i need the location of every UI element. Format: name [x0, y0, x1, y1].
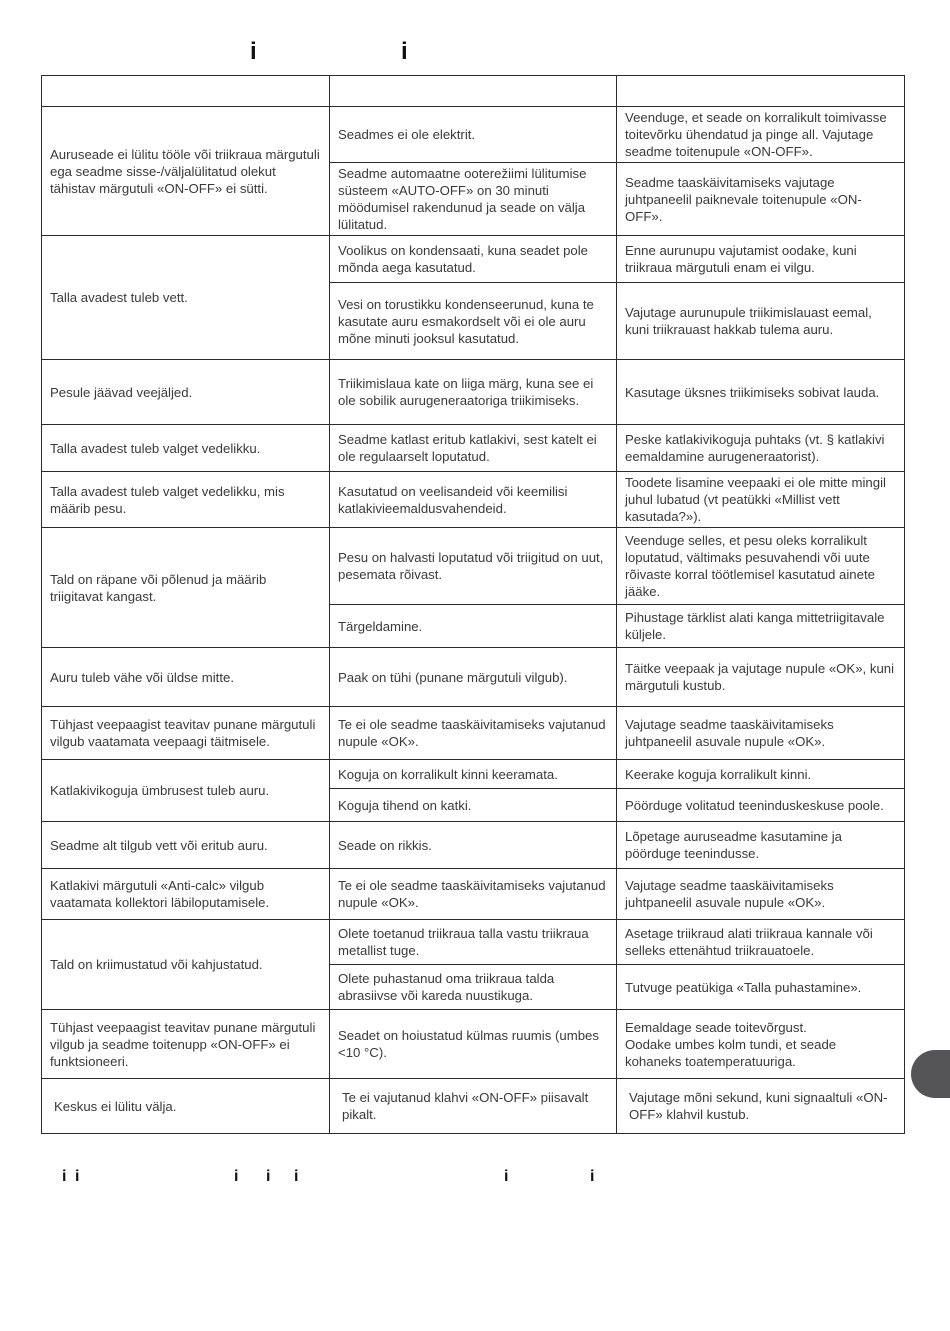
problem-cell: Tald on räpane või põlenud ja määrib triigitavat kangast.: [42, 528, 330, 648]
remedy-cell: Pöörduge volitatud teeninduskeskuse poole.: [617, 789, 905, 822]
footer-glyph: i: [294, 1168, 299, 1185]
remedy-cell: Vajutage seadme taaskäivitamiseks juhtpaneelil asuvale nupule «OK».: [617, 869, 905, 920]
cause-cell: Seadme automaatne ooterežiimi lülitumise süsteem «AUTO-OFF» on 30 minuti möödumisel rakendunud ja seade on välja lülitatud.: [330, 163, 617, 236]
table-row: [42, 528, 905, 605]
table-row: [42, 236, 905, 283]
remedy-cell: Pihustage tärklist alati kanga mittetriigitavale küljele.: [617, 605, 905, 648]
problem-cell: Talla avadest tuleb valget vedelikku, mis määrib pesu.: [42, 472, 330, 528]
remedy-cell: Seadme taaskäivitamiseks vajutage juhtpaneelil paiknevale toitenupule «ON-OFF».: [617, 163, 905, 236]
footer-line: [40, 1168, 900, 1190]
table-row: [42, 360, 905, 425]
problem-cell: Tühjast veepaagist teavitav punane märgutuli vilgub ja seadme toitenupp «ON-OFF» ei funktsioneeri.: [42, 1010, 330, 1079]
table-row: [42, 869, 905, 920]
remedy-cell: Peske katlakivikoguja puhtaks (vt. § katlakivi eemaldamine aurugeneraatorist).: [617, 425, 905, 472]
cause-cell: Tärgeldamine.: [330, 605, 617, 648]
problem-cell: Keskus ei lülitu välja.: [42, 1079, 330, 1134]
table-row: [42, 760, 905, 789]
footer-glyph: i: [590, 1168, 595, 1185]
remedy-cell: Kasutage üksnes triikimiseks sobivat lauda.: [617, 360, 905, 425]
problem-cell: Talla avadest tuleb vett.: [42, 236, 330, 360]
table-row: [42, 707, 905, 760]
remedy-cell: Veenduge, et seade on korralikult toimivasse toitevõrku ühendatud ja pinge all. Vajutage seadme toitenupule «ON-OFF».: [617, 107, 905, 163]
cause-cell: Vesi on torustikku kondenseerunud, kuna te kasutate auru esmakordselt või ei ole auru mõne minuti jooksul kasutatud.: [330, 283, 617, 360]
cause-cell: Paak on tühi (punane märgutuli vilgub).: [330, 648, 617, 707]
remedy-cell: Enne aurunupu vajutamist oodake, kuni triikraua märgutuli enam ei vilgu.: [617, 236, 905, 283]
cause-cell: Koguja on korralikult kinni keeramata.: [330, 760, 617, 789]
table-header-row: [42, 76, 905, 107]
remedy-cell: Keerake koguja korralikult kinni.: [617, 760, 905, 789]
problem-cell: Auru tuleb vähe või üldse mitte.: [42, 648, 330, 707]
remedy-cell: Asetage triikraud alati triikraua kannale või selleks ettenähtud triikrauatoele.: [617, 920, 905, 965]
cause-cell: Seadet on hoiustatud külmas ruumis (umbes <10 °C).: [330, 1010, 617, 1079]
heading-glyph: i: [250, 38, 257, 65]
cause-cell: Seade on rikkis.: [330, 822, 617, 869]
cause-cell: Triikimislaua kate on liiga märg, kuna see ei ole sobilik aurugeneraatoriga triikimiseks.: [330, 360, 617, 425]
remedy-cell: Eemaldage seade toitevõrgust. Oodake umbes kolm tundi, et seade kohaneks toatemperatuuriga.: [617, 1010, 905, 1079]
footer-glyph: i: [266, 1168, 271, 1185]
cause-cell: Te ei ole seadme taaskäivitamiseks vajutanud nupule «OK».: [330, 869, 617, 920]
troubleshooting-table: [41, 75, 905, 1134]
header-cell-problem: [42, 76, 330, 107]
cause-cell: Te ei vajutanud klahvi «ON-OFF» piisavalt pikalt.: [330, 1079, 617, 1134]
cause-cell: Kasutatud on veelisandeid või keemilisi katlakivieemaldusvahendeid.: [330, 472, 617, 528]
cause-cell: Voolikus on kondensaati, kuna seadet pole mõnda aega kasutatud.: [330, 236, 617, 283]
footer-glyph: i: [62, 1168, 67, 1185]
cause-cell: Seadmes ei ole elektrit.: [330, 107, 617, 163]
footer-glyph: i: [504, 1168, 509, 1185]
table-row: [42, 107, 905, 163]
table-row: [42, 1010, 905, 1079]
problem-cell: Talla avadest tuleb valget vedelikku.: [42, 425, 330, 472]
problem-cell: Tühjast veepaagist teavitav punane märgutuli vilgub vaatamata veepaagi täitmisele.: [42, 707, 330, 760]
table-row: [42, 1079, 905, 1134]
header-cell-remedy: [617, 76, 905, 107]
cause-cell: Olete toetanud triikraua talla vastu triikraua metallist tuge.: [330, 920, 617, 965]
problem-cell: Katlakivikoguja ümbrusest tuleb auru.: [42, 760, 330, 822]
remedy-cell: Tutvuge peatükiga «Talla puhastamine».: [617, 965, 905, 1010]
page-tab-marker: [911, 1050, 950, 1098]
problem-cell: Katlakivi märgutuli «Anti-calc» vilgub vaatamata kollektori läbiloputamisele.: [42, 869, 330, 920]
problem-cell: Seadme alt tilgub vett või eritub auru.: [42, 822, 330, 869]
problem-cell: Pesule jäävad veejäljed.: [42, 360, 330, 425]
remedy-cell: Täitke veepaak ja vajutage nupule «OK», kuni märgutuli kustub.: [617, 648, 905, 707]
page-heading: [40, 38, 900, 68]
table-row: [42, 822, 905, 869]
remedy-cell: Vajutage seadme taaskäivitamiseks juhtpaneelil asuvale nupule «OK».: [617, 707, 905, 760]
cause-cell: Koguja tihend on katki.: [330, 789, 617, 822]
problem-cell: Tald on kriimustatud või kahjustatud.: [42, 920, 330, 1010]
table-row: [42, 472, 905, 528]
cause-cell: Te ei ole seadme taaskäivitamiseks vajutanud nupule «OK».: [330, 707, 617, 760]
footer-glyph: i: [234, 1168, 239, 1185]
table-row: [42, 920, 905, 965]
header-cell-cause: [330, 76, 617, 107]
cause-cell: Olete puhastanud oma triikraua talda abrasiivse või kareda nuustikuga.: [330, 965, 617, 1010]
table-row: [42, 648, 905, 707]
footer-glyph: i: [75, 1168, 80, 1185]
table-row: [42, 425, 905, 472]
remedy-cell: Toodete lisamine veepaaki ei ole mitte mingil juhul lubatud (vt peatükki «Millist vett kasutada?»).: [617, 472, 905, 528]
cause-cell: Seadme katlast eritub katlakivi, sest katelt ei ole regulaarselt loputatud.: [330, 425, 617, 472]
remedy-cell: Veenduge selles, et pesu oleks korralikult loputatud, vältimaks pesuvahendi või uute rõivaste korral töötlemisel kasutatud ainete jääke.: [617, 528, 905, 605]
remedy-cell: Lõpetage auruseadme kasutamine ja pöörduge teenindusse.: [617, 822, 905, 869]
remedy-cell: Vajutage mõni sekund, kuni signaaltuli «ON-OFF» klahvil kustub.: [617, 1079, 905, 1134]
problem-cell: Auruseade ei lülitu tööle või triikraua märgutuli ega seadme sisse-/väljalülitatud olekut tähistav märgutuli «ON-OFF» ei sütti.: [42, 107, 330, 236]
remedy-cell: Vajutage aurunupule triikimislauast eemal, kuni triikrauast hakkab tulema auru.: [617, 283, 905, 360]
heading-glyph: i: [401, 38, 408, 65]
cause-cell: Pesu on halvasti loputatud või triigitud on uut, pesemata rõivast.: [330, 528, 617, 605]
